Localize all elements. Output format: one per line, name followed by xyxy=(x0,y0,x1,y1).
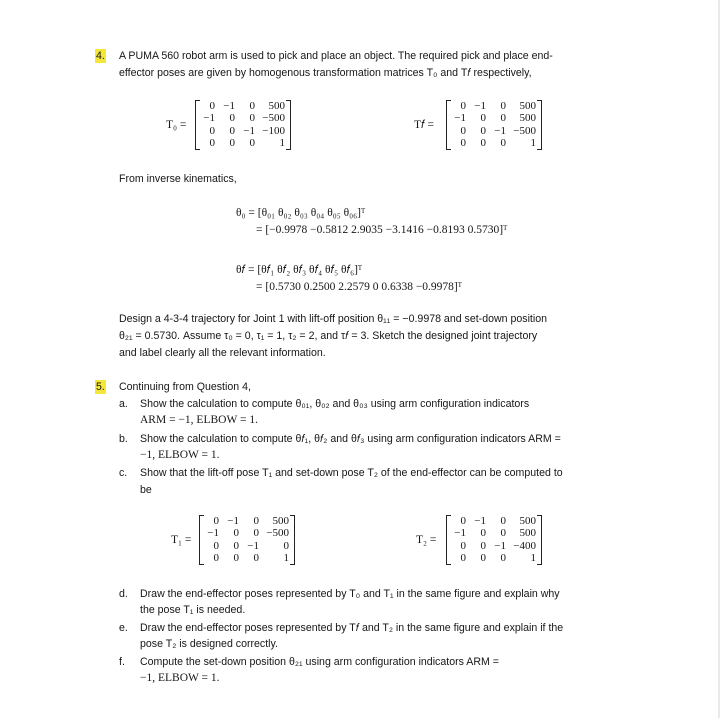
matrix-row xyxy=(201,100,285,112)
matrix-cell: −100 xyxy=(262,124,285,137)
matrix-cell: 500 xyxy=(272,515,289,527)
q5-d-line2: the pose T₁ is needed. xyxy=(140,604,246,616)
matrix-cell: 0 xyxy=(233,539,239,552)
matrix-cell: 0 xyxy=(233,527,239,540)
matrix-cell: −1 xyxy=(207,527,219,540)
matrix-row xyxy=(452,540,536,552)
matrix-cell: 0 xyxy=(249,100,255,112)
matrix-row xyxy=(201,125,285,137)
theta0-values: = [−0.9978 −0.5812 2.9035 −3.1416 −0.8193 0.5730]ᵀ xyxy=(256,224,508,236)
matrix-row xyxy=(452,112,536,124)
matrix-cell: 0 xyxy=(460,100,466,112)
matrix-row xyxy=(205,515,289,527)
matrix-row xyxy=(452,552,536,564)
q4-text-line2: effector poses are given by homogenous transformation matrices T₀ and T𝑓 respectively, xyxy=(119,67,532,79)
matrix-cell: 0 xyxy=(283,539,289,552)
q5-a-line1: Show the calculation to compute θ₀₁, θ₀₂ and θ₀₃ using arm configuration indicators xyxy=(140,398,530,410)
from-inverse-kinematics: From inverse kinematics, xyxy=(119,173,237,185)
matrix-T0-label: T₀ = xyxy=(166,119,187,131)
matrix-cell: −1 xyxy=(454,527,466,540)
matrix-cell: 0 xyxy=(253,527,259,540)
q5-d-letter: d. xyxy=(119,588,128,600)
matrix-T1 xyxy=(199,515,295,565)
q5-f-line1: Compute the set-down position θ₂₁ using arm configuration indicators ARM = xyxy=(140,656,499,668)
matrix-T2 xyxy=(446,515,542,565)
matrix-Tf xyxy=(446,100,542,150)
theta0-definition: θ₀ = [θ₀₁ θ₀₂ θ₀₃ θ₀₄ θ₀₅ θ₀₆]ᵀ xyxy=(236,207,366,219)
matrix-cell: 0 xyxy=(209,100,215,112)
matrix-cell: 0 xyxy=(209,124,215,137)
q5-f-letter: f. xyxy=(119,656,125,668)
matrix-row xyxy=(205,552,289,564)
matrix-cell: 0 xyxy=(249,137,255,150)
matrix-cell: 500 xyxy=(519,515,536,527)
matrix-T0 xyxy=(195,100,291,150)
matrix-row xyxy=(205,540,289,552)
matrix-row xyxy=(452,527,536,539)
q5-e-line2: pose T₂ is designed correctly. xyxy=(140,638,278,650)
matrix-cell: 0 xyxy=(480,539,486,552)
matrix-cell: −1 xyxy=(474,100,486,112)
matrix-cell: −1 xyxy=(494,124,506,137)
matrix-cell: 0 xyxy=(229,112,235,125)
q5-a-letter: a. xyxy=(119,398,128,410)
design-text-line3: and label clearly all the relevant information. xyxy=(119,347,326,359)
matrix-cell: −1 xyxy=(454,112,466,125)
matrix-cell: 0 xyxy=(460,124,466,137)
q5-e-line1: Draw the end-effector poses represented by T𝑓 and T₂ in the same figure and explain if the xyxy=(140,622,564,634)
matrix-cell: 0 xyxy=(500,112,506,125)
q5-c-letter: c. xyxy=(119,467,128,479)
matrix-cell: 0 xyxy=(253,515,259,527)
matrix-row xyxy=(452,137,536,149)
matrix-cell: −400 xyxy=(513,539,536,552)
matrix-cell: 1 xyxy=(530,137,536,150)
q5-c-line2: be xyxy=(140,484,152,496)
q5-b-line1: Show the calculation to compute θ𝑓₁, θ𝑓₂ and θ𝑓₃ using arm configuration indicators ARM = xyxy=(140,433,561,445)
matrix-cell: −500 xyxy=(513,124,536,137)
matrix-cell: 1 xyxy=(279,137,285,150)
matrix-cell: −1 xyxy=(223,100,235,112)
question-5-number: 5. xyxy=(96,381,105,393)
matrix-cell: 0 xyxy=(460,539,466,552)
matrix-cell: 0 xyxy=(213,552,219,565)
matrix-cell: −500 xyxy=(266,527,289,540)
matrix-cell: 0 xyxy=(500,552,506,565)
matrix-cell: 500 xyxy=(519,100,536,112)
q5-b-letter: b. xyxy=(119,433,128,445)
matrix-cell: 0 xyxy=(229,124,235,137)
matrix-cell: 0 xyxy=(480,124,486,137)
matrix-cell: 0 xyxy=(500,100,506,112)
matrix-cell: 1 xyxy=(283,552,289,565)
matrix-cell: 1 xyxy=(530,552,536,565)
matrix-cell: 0 xyxy=(253,552,259,565)
q5-d-line1: Draw the end-effector poses represented by T₀ and T₁ in the same figure and explain why xyxy=(140,588,560,600)
q5-a-line2: ARM = −1, ELBOW = 1. xyxy=(140,414,258,426)
matrix-cell: 0 xyxy=(209,137,215,150)
matrix-row xyxy=(201,137,285,149)
q5-intro: Continuing from Question 4, xyxy=(119,381,251,393)
matrix-cell: 500 xyxy=(268,100,285,112)
matrix-cell: 500 xyxy=(519,527,536,540)
matrix-row xyxy=(205,527,289,539)
q4-text-line1: A PUMA 560 robot arm is used to pick and place an object. The required pick and place end- xyxy=(119,50,553,62)
matrix-cell: 0 xyxy=(480,527,486,540)
matrix-cell: 500 xyxy=(519,112,536,125)
matrix-T2-label: T₂ = xyxy=(416,534,437,546)
design-text-line2: θ₂₁ = 0.5730. Assume τ₀ = 0, τ₁ = 1, τ₂ = 2, and τ𝑓 = 3. Sketch the designed joint trajectory xyxy=(119,330,538,342)
matrix-row xyxy=(452,515,536,527)
matrix-cell: 0 xyxy=(229,137,235,150)
matrix-cell: 0 xyxy=(460,137,466,150)
matrix-cell: −1 xyxy=(243,124,255,137)
matrix-cell: 0 xyxy=(480,112,486,125)
matrix-cell: −1 xyxy=(203,112,215,125)
matrix-cell: 0 xyxy=(249,112,255,125)
thetaf-definition: θ𝑓 = [θ𝑓₁ θ𝑓₂ θ𝑓₃ θ𝑓₄ θ𝑓₅ θ𝑓₆]ᵀ xyxy=(236,264,363,276)
matrix-row xyxy=(201,112,285,124)
matrix-cell: 0 xyxy=(500,515,506,527)
matrix-cell: −500 xyxy=(262,112,285,125)
matrix-T1-label: T₁ = xyxy=(171,534,192,546)
matrix-cell: 0 xyxy=(480,552,486,565)
matrix-cell: 0 xyxy=(213,515,219,527)
matrix-cell: 0 xyxy=(233,552,239,565)
matrix-cell: 0 xyxy=(500,527,506,540)
matrix-cell: −1 xyxy=(494,539,506,552)
q5-e-letter: e. xyxy=(119,622,128,634)
matrix-cell: −1 xyxy=(474,515,486,527)
q5-f-line2: −1, ELBOW = 1. xyxy=(140,672,220,684)
matrix-cell: 0 xyxy=(460,515,466,527)
thetaf-values: = [0.5730 0.2500 2.2579 0 0.6338 −0.9978]ᵀ xyxy=(256,281,462,293)
matrix-cell: −1 xyxy=(227,515,239,527)
matrix-row xyxy=(452,100,536,112)
q5-c-line1: Show that the lift-off pose T₁ and set-down pose T₂ of the end-effector can be computed to xyxy=(140,467,563,479)
matrix-Tf-label: T𝑓 = xyxy=(414,119,434,131)
matrix-cell: 0 xyxy=(460,552,466,565)
matrix-cell: 0 xyxy=(213,539,219,552)
matrix-row xyxy=(452,125,536,137)
design-text-line1: Design a 4-3-4 trajectory for Joint 1 with lift-off position θ₁₁ = −0.9978 and set-down position xyxy=(119,313,547,325)
matrix-cell: 0 xyxy=(480,137,486,150)
question-4-number: 4. xyxy=(96,50,105,62)
matrix-cell: 0 xyxy=(500,137,506,150)
matrix-cell: −1 xyxy=(247,539,259,552)
q5-b-line2: −1, ELBOW = 1. xyxy=(140,449,220,461)
